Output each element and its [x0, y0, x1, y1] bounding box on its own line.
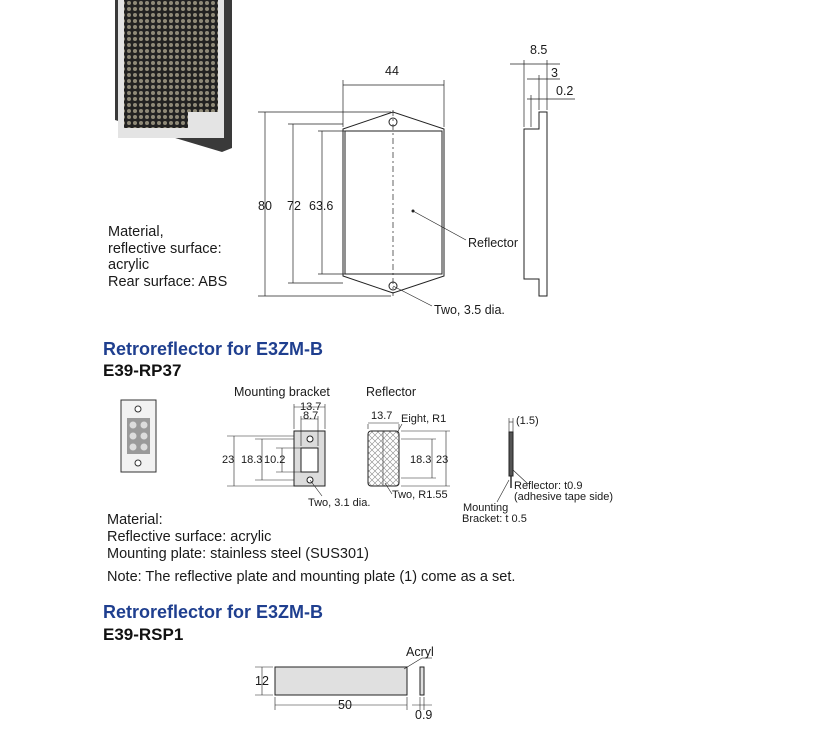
- dim-b-w2: 8.7: [303, 410, 319, 422]
- dim-b-h1: 23: [222, 454, 235, 466]
- material-line: acrylic: [108, 257, 150, 273]
- dim-b-h2: 18.3: [241, 454, 263, 466]
- material-line: Rear surface: ABS: [108, 273, 228, 290]
- section3-model: E39-RSP1: [103, 625, 184, 644]
- dim-rsp-h: 12: [255, 674, 269, 688]
- dim-side-gap: (1.5): [516, 415, 539, 427]
- reflector-title: Reflector: [366, 385, 417, 399]
- dim-rsp-t: 0.9: [415, 708, 433, 722]
- dim-r-w: 13.7: [371, 410, 393, 422]
- label-acryl: Acryl: [406, 645, 434, 659]
- label-holes: Two, 3.5 dia.: [434, 303, 505, 317]
- leader-dot: [412, 210, 415, 213]
- label-bracket-t: Bracket: t 0.5: [462, 513, 527, 525]
- dim-side-total: 8.5: [530, 43, 548, 57]
- dim-r-h2: 23: [436, 454, 449, 466]
- dim-h-total: 80: [258, 199, 272, 213]
- rp37-photo: [121, 400, 156, 472]
- label-tape: (adhesive tape side): [514, 491, 614, 503]
- dim-side-mid: 3: [551, 66, 558, 80]
- dim-side-thin: 0.2: [556, 84, 574, 98]
- reflector-front-view: [258, 80, 466, 306]
- dim-b-h3: 10.2: [264, 454, 286, 466]
- reflector-photo: [115, 0, 232, 152]
- dim-r-h1: 18.3: [410, 454, 432, 466]
- material-line: reflective surface:: [108, 240, 222, 257]
- dim-rsp-w: 50: [338, 698, 352, 712]
- label-two-r155: Two, R1.55: [392, 489, 448, 501]
- section2-heading: Retroreflector for E3ZM-B: [103, 339, 324, 359]
- section1-material: [108, 224, 227, 290]
- material-line: Material,: [108, 224, 164, 240]
- section2-model: E39-RP37: [103, 361, 182, 380]
- dim-b-w1: 13.7: [300, 401, 322, 413]
- material-line: Material:: [107, 512, 163, 528]
- section3-heading: Retroreflector for E3ZM-B: [103, 602, 324, 622]
- label-reflector: Reflector: [468, 236, 519, 250]
- material-line: Mounting plate: stainless steel (SUS301): [107, 546, 369, 562]
- label-mounting: Mounting: [463, 502, 509, 514]
- dim-width: 44: [385, 64, 399, 78]
- dim-h-mid: 72: [287, 199, 301, 213]
- label-bracket-holes: Two, 3.1 dia.: [308, 497, 371, 509]
- bracket-title: Mounting bracket: [234, 385, 330, 399]
- label-eight-r1: Eight, R1: [401, 413, 447, 425]
- material-line: Reflective surface: acrylic: [107, 529, 272, 545]
- label-reflector-t: Reflector: t0.9: [514, 480, 583, 492]
- dim-h-inner: 63.6: [309, 199, 334, 213]
- section2-note: Note: The reflective plate and mounting plate (1) come as a set.: [107, 569, 516, 585]
- section2-material: [107, 512, 369, 563]
